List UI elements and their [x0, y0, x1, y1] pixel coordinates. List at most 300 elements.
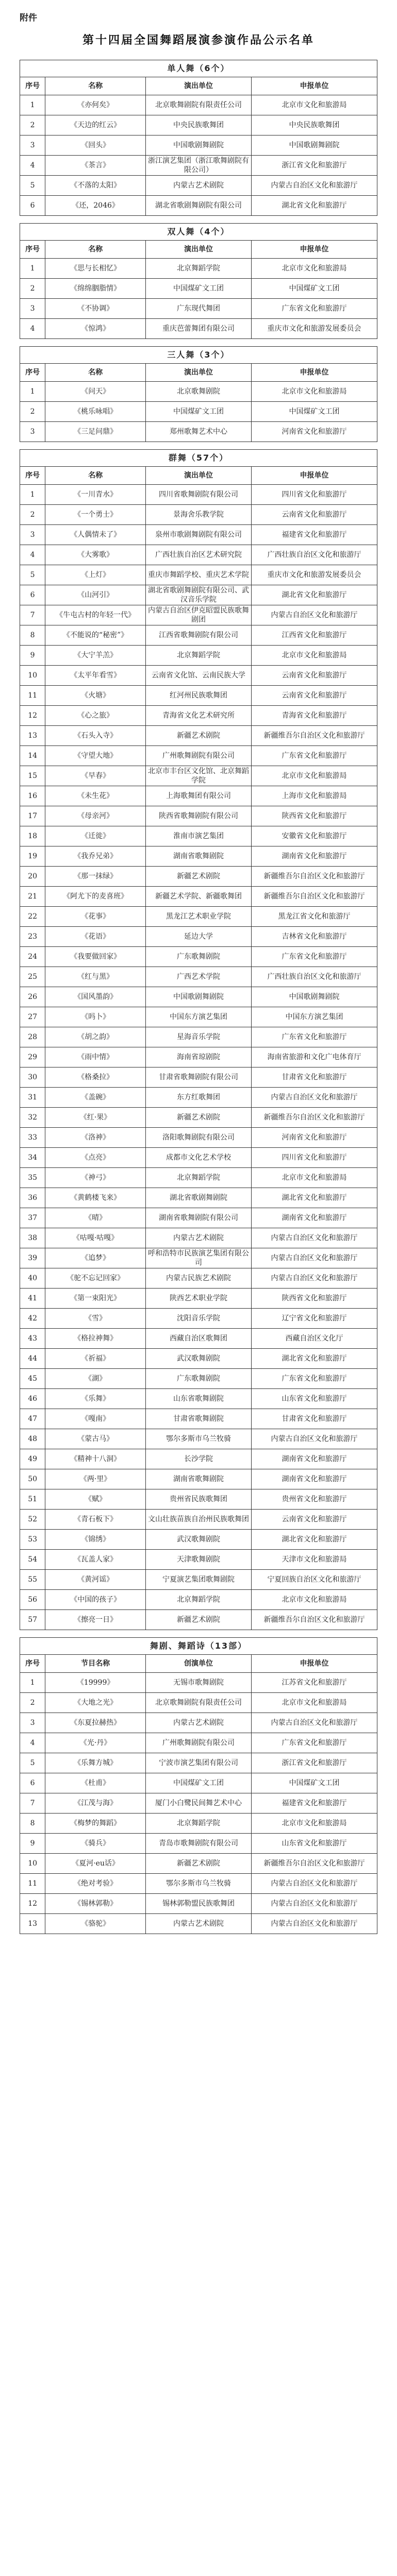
work-name: 《19999》 — [45, 1673, 146, 1693]
work-name: 《乐舞方城》 — [45, 1753, 146, 1773]
row-number: 1 — [20, 1673, 45, 1693]
column-header: 演出单位 — [145, 241, 251, 259]
performing-unit: 鄂尔多斯市乌兰牧骑 — [145, 1429, 251, 1449]
row-number: 29 — [20, 1047, 45, 1067]
work-name: 《第一束阳光》 — [45, 1289, 146, 1309]
row-number: 54 — [20, 1550, 45, 1570]
table-row — [20, 1088, 377, 1108]
performing-unit: 陕西省歌舞剧院有限公司 — [145, 806, 251, 826]
work-name: 《大地之光》 — [45, 1693, 146, 1713]
row-number: 28 — [20, 1027, 45, 1047]
performing-unit: 郑州歌舞艺术中心 — [145, 422, 251, 442]
performing-unit: 宁波市演艺集团有限公司 — [145, 1753, 251, 1773]
table-row — [20, 646, 377, 666]
row-number: 22 — [20, 907, 45, 927]
work-name: 《茶言》 — [45, 156, 146, 176]
performing-unit: 内蒙古艺术剧院 — [145, 176, 251, 196]
performing-unit: 鄂尔多斯市乌兰牧骑 — [145, 1874, 251, 1894]
row-number: 51 — [20, 1489, 45, 1510]
table-row — [20, 1894, 377, 1914]
performing-unit: 文山壮族苗族自治州民族歌舞团 — [145, 1510, 251, 1530]
performing-unit: 武汉歌舞剧院 — [145, 1530, 251, 1550]
table-row — [20, 1329, 377, 1349]
row-number: 36 — [20, 1188, 45, 1208]
work-name: 《国风墨韵》 — [45, 987, 146, 1007]
performing-unit: 星海音乐学院 — [145, 1027, 251, 1047]
row-number: 7 — [20, 605, 45, 625]
work-name: 《思与长相忆》 — [45, 259, 146, 279]
submitting-unit: 江苏省文化和旅游厅 — [251, 1673, 377, 1693]
submitting-unit: 贵州省文化和旅游厅 — [251, 1489, 377, 1510]
performing-unit: 北京舞蹈学院 — [145, 1168, 251, 1188]
work-name: 《惊鸿》 — [45, 319, 146, 339]
section-title-row — [20, 1638, 377, 1655]
performing-unit: 云南省文化馆、云南民族大学 — [145, 666, 251, 686]
table-row — [20, 1530, 377, 1550]
work-name: 《雪》 — [45, 1309, 146, 1329]
submitting-unit: 新疆维吾尔自治区文化和旅游厅 — [251, 726, 377, 746]
performing-unit: 甘肃省歌舞剧院 — [145, 1409, 251, 1429]
table-row — [20, 299, 377, 319]
work-name: 《石头入寺》 — [45, 726, 146, 746]
section-title: 双人舞（4个） — [20, 224, 377, 241]
submitting-unit: 陕西省文化和旅游厅 — [251, 806, 377, 826]
performing-unit: 锡林郭勒盟民族歌舞团 — [145, 1894, 251, 1914]
section-title: 三人舞（3个） — [20, 347, 377, 364]
submitting-unit: 中国煤矿文工团 — [251, 402, 377, 422]
page-title: 第十四届全国舞蹈展演参演作品公示名单 — [82, 34, 315, 47]
work-name: 《神弓》 — [45, 1168, 146, 1188]
submitting-unit: 广东省文化和旅游厅 — [251, 947, 377, 967]
table-row — [20, 1854, 377, 1874]
work-name: 《一川青水》 — [45, 485, 146, 505]
work-name: 《锡林郭勒》 — [45, 1894, 146, 1914]
column-header: 序号 — [20, 241, 45, 259]
row-number: 47 — [20, 1409, 45, 1429]
work-name: 《上灯》 — [45, 565, 146, 585]
work-name: 《守望大地》 — [45, 746, 146, 766]
submitting-unit: 北京市文化和旅游局 — [251, 259, 377, 279]
performing-unit: 北京舞蹈学院 — [145, 1814, 251, 1834]
table-row — [20, 1793, 377, 1814]
performing-unit: 北京舞蹈学院 — [145, 1590, 251, 1610]
section-table — [20, 223, 377, 339]
performing-unit: 上海歌舞团有限公司 — [145, 786, 251, 806]
performing-unit: 广西艺术学院 — [145, 967, 251, 987]
row-number: 4 — [20, 1733, 45, 1753]
performing-unit: 宁夏演艺集团歌舞剧院 — [145, 1570, 251, 1590]
table-row — [20, 176, 377, 196]
row-number: 8 — [20, 625, 45, 646]
table-row — [20, 766, 377, 786]
submitting-unit: 内蒙古自治区文化和旅游厅 — [251, 1088, 377, 1108]
column-header: 申报单位 — [251, 1655, 377, 1673]
performing-unit: 湖北省歌剧舞剧院有限公司、武汉音乐学院 — [145, 585, 251, 605]
table-row — [20, 1389, 377, 1409]
performing-unit: 四川省歌舞剧院有限公司 — [145, 485, 251, 505]
table-row — [20, 196, 377, 216]
column-header: 申报单位 — [251, 364, 377, 382]
header-row — [20, 77, 377, 95]
submitting-unit: 中国煤矿文工团 — [251, 279, 377, 299]
performing-unit: 中国歌剧舞剧院 — [145, 135, 251, 156]
row-number: 56 — [20, 1590, 45, 1610]
column-header: 申报单位 — [251, 241, 377, 259]
work-name: 《我乔兄弟》 — [45, 846, 146, 867]
table-row — [20, 1489, 377, 1510]
row-number: 11 — [20, 686, 45, 706]
work-name: 《吗卜》 — [45, 1007, 146, 1027]
work-name: 《母亲河》 — [45, 806, 146, 826]
row-number: 2 — [20, 115, 45, 135]
work-name: 《早春》 — [45, 766, 146, 786]
table-row — [20, 605, 377, 625]
work-name: 《盖碗》 — [45, 1088, 146, 1108]
performing-unit: 湖北省歌剧舞剧院有限公司 — [145, 196, 251, 216]
performing-unit: 中国煤矿文工团 — [145, 1773, 251, 1793]
performing-unit: 北京市丰台区文化馆、北京舞蹈学院 — [145, 766, 251, 786]
submitting-unit: 湖北省文化和旅游厅 — [251, 1530, 377, 1550]
table-row — [20, 826, 377, 846]
row-number: 23 — [20, 927, 45, 947]
row-number: 2 — [20, 279, 45, 299]
table-row — [20, 505, 377, 525]
row-number: 1 — [20, 259, 45, 279]
performing-unit: 贵州省民族歌舞团 — [145, 1489, 251, 1510]
work-name: 《人偶情未了》 — [45, 525, 146, 545]
table-row — [20, 115, 377, 135]
performing-unit: 泉州市歌剧舞剧院有限公司 — [145, 525, 251, 545]
table-row — [20, 1713, 377, 1733]
section-gap — [20, 339, 377, 346]
work-name: 《迁徙》 — [45, 826, 146, 846]
submitting-unit: 宁夏回族自治区文化和旅游厅 — [251, 1570, 377, 1590]
submitting-unit: 湖北省文化和旅游厅 — [251, 1349, 377, 1369]
work-name: 《格桑拉》 — [45, 1067, 146, 1088]
submitting-unit: 北京市文化和旅游局 — [251, 766, 377, 786]
submitting-unit: 新疆维吾尔自治区文化和旅游厅 — [251, 1610, 377, 1630]
performing-unit: 广东歌舞剧院 — [145, 1369, 251, 1389]
table-row — [20, 1834, 377, 1854]
submitting-unit: 陕西省文化和旅游厅 — [251, 1289, 377, 1309]
header-row — [20, 467, 377, 485]
performing-unit: 陕西艺术职业学院 — [145, 1289, 251, 1309]
table-row — [20, 1590, 377, 1610]
performing-unit: 中国煤矿文工团 — [145, 402, 251, 422]
submitting-unit: 甘肃省文化和旅游厅 — [251, 1067, 377, 1088]
submitting-unit: 内蒙古自治区文化和旅游厅 — [251, 1914, 377, 1934]
performing-unit: 内蒙古艺术剧院 — [145, 1713, 251, 1733]
submitting-unit: 吉林省文化和旅游厅 — [251, 927, 377, 947]
performing-unit: 沈阳音乐学院 — [145, 1309, 251, 1329]
row-number: 3 — [20, 1713, 45, 1733]
submitting-unit: 黑龙江省文化和旅游厅 — [251, 907, 377, 927]
work-name: 《一个勇士》 — [45, 505, 146, 525]
row-number: 32 — [20, 1108, 45, 1128]
row-number: 1 — [20, 382, 45, 402]
table-row — [20, 1550, 377, 1570]
submitting-unit: 甘肃省文化和旅游厅 — [251, 1409, 377, 1429]
submitting-unit: 北京市文化和旅游局 — [251, 95, 377, 115]
work-name: 《夏河·eu话》 — [45, 1854, 146, 1874]
row-number: 44 — [20, 1349, 45, 1369]
row-number: 31 — [20, 1088, 45, 1108]
row-number: 4 — [20, 545, 45, 565]
row-number: 48 — [20, 1429, 45, 1449]
performing-unit: 长沙学院 — [145, 1449, 251, 1469]
section-gap — [20, 1630, 377, 1637]
table-row — [20, 907, 377, 927]
table-row — [20, 1673, 377, 1693]
submitting-unit: 云南省文化和旅游厅 — [251, 666, 377, 686]
table-row — [20, 1108, 377, 1128]
submitting-unit: 重庆市文化和旅游发展委员会 — [251, 319, 377, 339]
row-number: 26 — [20, 987, 45, 1007]
table-row — [20, 259, 377, 279]
table-row — [20, 1047, 377, 1067]
table-row — [20, 987, 377, 1007]
tables-container — [20, 60, 377, 1934]
table-row — [20, 525, 377, 545]
work-name: 《天边的红云》 — [45, 115, 146, 135]
work-name: 《还，2046》 — [45, 196, 146, 216]
row-number: 10 — [20, 1854, 45, 1874]
performing-unit: 新疆艺术剧院 — [145, 1610, 251, 1630]
submitting-unit: 湖北省文化和旅游厅 — [251, 196, 377, 216]
work-name: 《擦亮一日》 — [45, 1610, 146, 1630]
submitting-unit: 四川省文化和旅游厅 — [251, 485, 377, 505]
submitting-unit: 新疆维吾尔自治区文化和旅游厅 — [251, 867, 377, 887]
row-number: 55 — [20, 1570, 45, 1590]
table-row — [20, 625, 377, 646]
row-number: 39 — [20, 1248, 45, 1268]
submitting-unit: 云南省文化和旅游厅 — [251, 686, 377, 706]
section-table — [20, 346, 377, 442]
section-title: 舞剧、舞蹈诗（13部） — [20, 1638, 377, 1655]
submitting-unit: 天津市文化和旅游局 — [251, 1550, 377, 1570]
submitting-unit: 内蒙古自治区文化和旅游厅 — [251, 1248, 377, 1268]
table-row — [20, 1148, 377, 1168]
row-number: 1 — [20, 95, 45, 115]
table-row — [20, 1188, 377, 1208]
row-number: 27 — [20, 1007, 45, 1027]
work-name: 《大雾歌》 — [45, 545, 146, 565]
table-row — [20, 1510, 377, 1530]
row-number: 24 — [20, 947, 45, 967]
table-row — [20, 1309, 377, 1329]
table-row — [20, 1409, 377, 1429]
submitting-unit: 内蒙古自治区文化和旅游厅 — [251, 1894, 377, 1914]
submitting-unit: 中央民族歌舞团 — [251, 115, 377, 135]
performing-unit: 重庆芭蕾舞团有限公司 — [145, 319, 251, 339]
work-name: 《心之旅》 — [45, 706, 146, 726]
work-name: 《黄鹤楼飞来》 — [45, 1188, 146, 1208]
row-number: 8 — [20, 1814, 45, 1834]
column-header: 名称 — [45, 241, 146, 259]
work-name: 《回头》 — [45, 135, 146, 156]
performing-unit: 洛阳歌舞剧院有限公司 — [145, 1128, 251, 1148]
work-name: 《绝对考验》 — [45, 1874, 146, 1894]
section-gap — [20, 442, 377, 449]
submitting-unit: 四川省文化和旅游厅 — [251, 1148, 377, 1168]
performing-unit: 成都市文化艺术学校 — [145, 1148, 251, 1168]
submitting-unit: 广东省文化和旅游厅 — [251, 299, 377, 319]
submitting-unit: 江西省文化和旅游厅 — [251, 625, 377, 646]
performing-unit: 广东现代舞团 — [145, 299, 251, 319]
section-table — [20, 449, 377, 1630]
section-table — [20, 60, 377, 216]
row-number: 53 — [20, 1530, 45, 1550]
submitting-unit: 北京市文化和旅游局 — [251, 1814, 377, 1834]
submitting-unit: 北京市文化和旅游局 — [251, 382, 377, 402]
column-header: 序号 — [20, 467, 45, 485]
work-name: 《祈福》 — [45, 1349, 146, 1369]
work-name: 《骑兵》 — [45, 1834, 146, 1854]
column-header: 演出单位 — [145, 77, 251, 95]
work-name: 《两·里》 — [45, 1469, 146, 1489]
row-number: 15 — [20, 766, 45, 786]
work-name: 《阿尤下的麦喜班》 — [45, 887, 146, 907]
performing-unit: 山东省歌舞剧院 — [145, 1389, 251, 1409]
submitting-unit: 湖南省文化和旅游厅 — [251, 1449, 377, 1469]
table-row — [20, 1773, 377, 1793]
submitting-unit: 北京市文化和旅游局 — [251, 646, 377, 666]
row-number: 49 — [20, 1449, 45, 1469]
submitting-unit: 内蒙古自治区文化和旅游厅 — [251, 1228, 377, 1248]
table-row — [20, 1874, 377, 1894]
performing-unit: 内蒙古自治区伊克昭盟民族歌舞剧团 — [145, 605, 251, 625]
work-name: 《追梦》 — [45, 1248, 146, 1268]
column-header: 节目名称 — [45, 1655, 146, 1673]
header-row — [20, 1655, 377, 1673]
performing-unit: 湖南省歌舞剧院 — [145, 1469, 251, 1489]
table-row — [20, 279, 377, 299]
performing-unit: 景海舍乐教学院 — [145, 505, 251, 525]
work-name: 《牛屯古村的年轻一代》 — [45, 605, 146, 625]
row-number: 38 — [20, 1228, 45, 1248]
column-header: 演出单位 — [145, 467, 251, 485]
work-name: 《黄河谣》 — [45, 1570, 146, 1590]
work-name: 《乐舞》 — [45, 1389, 146, 1409]
performing-unit: 青海省文化艺术研究所 — [145, 706, 251, 726]
work-name: 《湖》 — [45, 1369, 146, 1389]
row-number: 3 — [20, 525, 45, 545]
work-name: 《红·果》 — [45, 1108, 146, 1128]
table-row — [20, 1248, 377, 1268]
work-name: 《精神十八洞》 — [45, 1449, 146, 1469]
work-name: 《东夏拉赫热》 — [45, 1713, 146, 1733]
performing-unit: 广西壮族自治区艺术研究院 — [145, 545, 251, 565]
column-header: 序号 — [20, 364, 45, 382]
row-number: 12 — [20, 706, 45, 726]
work-name: 《那一抹绿》 — [45, 867, 146, 887]
submitting-unit: 云南省文化和旅游厅 — [251, 1510, 377, 1530]
table-row — [20, 1007, 377, 1027]
work-name: 《红与黑》 — [45, 967, 146, 987]
table-row — [20, 1067, 377, 1088]
row-number: 17 — [20, 806, 45, 826]
performing-unit: 淮南市演艺集团 — [145, 826, 251, 846]
table-row — [20, 1814, 377, 1834]
table-row — [20, 545, 377, 565]
submitting-unit: 湖南省文化和旅游厅 — [251, 1469, 377, 1489]
table-row — [20, 1369, 377, 1389]
table-row — [20, 1208, 377, 1228]
performing-unit: 重庆市舞蹈学校、重庆艺术学院 — [145, 565, 251, 585]
performing-unit: 湖南省歌舞剧院有限公司 — [145, 1208, 251, 1228]
work-name: 《花语》 — [45, 927, 146, 947]
work-name: 《火塘》 — [45, 686, 146, 706]
table-row — [20, 1449, 377, 1469]
submitting-unit: 内蒙古自治区文化和旅游厅 — [251, 605, 377, 625]
submitting-unit: 青海省文化和旅游厅 — [251, 706, 377, 726]
header-row — [20, 241, 377, 259]
work-name: 《三足问鼎》 — [45, 422, 146, 442]
work-name: 《格拉神舞》 — [45, 1329, 146, 1349]
table-row — [20, 786, 377, 806]
row-number: 41 — [20, 1289, 45, 1309]
row-number: 2 — [20, 505, 45, 525]
table-row — [20, 706, 377, 726]
section-table — [20, 1637, 377, 1934]
table-row — [20, 806, 377, 826]
column-header: 名称 — [45, 467, 146, 485]
row-number: 6 — [20, 585, 45, 605]
row-number: 30 — [20, 1067, 45, 1088]
performing-unit: 青岛市歌舞剧院有限公司 — [145, 1834, 251, 1854]
performing-unit: 湖北省歌剧舞剧院 — [145, 1188, 251, 1208]
table-row — [20, 726, 377, 746]
row-number: 2 — [20, 1693, 45, 1713]
performing-unit: 内蒙古艺术剧院 — [145, 1228, 251, 1248]
table-row — [20, 95, 377, 115]
submitting-unit: 中国歌剧舞剧院 — [251, 987, 377, 1007]
row-number: 45 — [20, 1369, 45, 1389]
table-row — [20, 422, 377, 442]
submitting-unit: 内蒙古自治区文化和旅游厅 — [251, 1713, 377, 1733]
table-row — [20, 1733, 377, 1753]
submitting-unit: 内蒙古自治区文化和旅游厅 — [251, 1268, 377, 1289]
row-number: 35 — [20, 1168, 45, 1188]
submitting-unit: 浙江省文化和旅游厅 — [251, 156, 377, 176]
header-row — [20, 364, 377, 382]
submitting-unit: 中国东方演艺集团 — [251, 1007, 377, 1027]
row-number: 21 — [20, 887, 45, 907]
row-number: 25 — [20, 967, 45, 987]
row-number: 5 — [20, 565, 45, 585]
work-name: 《赋》 — [45, 1489, 146, 1510]
performing-unit: 北京歌舞剧院有限责任公司 — [145, 1693, 251, 1713]
work-name: 《瓦盖人家》 — [45, 1550, 146, 1570]
section-title-row — [20, 347, 377, 364]
performing-unit: 无锡市歌舞剧院 — [145, 1673, 251, 1693]
row-number: 20 — [20, 867, 45, 887]
submitting-unit: 广西壮族自治区文化和旅游厅 — [251, 967, 377, 987]
column-header: 演出单位 — [145, 364, 251, 382]
row-number: 19 — [20, 846, 45, 867]
table-row — [20, 485, 377, 505]
submitting-unit: 中国歌剧舞剧院 — [251, 135, 377, 156]
submitting-unit: 广东省文化和旅游厅 — [251, 746, 377, 766]
row-number: 13 — [20, 726, 45, 746]
table-row — [20, 846, 377, 867]
row-number: 5 — [20, 1753, 45, 1773]
section-title-row — [20, 450, 377, 467]
submitting-unit: 浙江省文化和旅游厅 — [251, 1753, 377, 1773]
section-title: 群舞（57个） — [20, 450, 377, 467]
table-row — [20, 666, 377, 686]
row-number: 12 — [20, 1894, 45, 1914]
